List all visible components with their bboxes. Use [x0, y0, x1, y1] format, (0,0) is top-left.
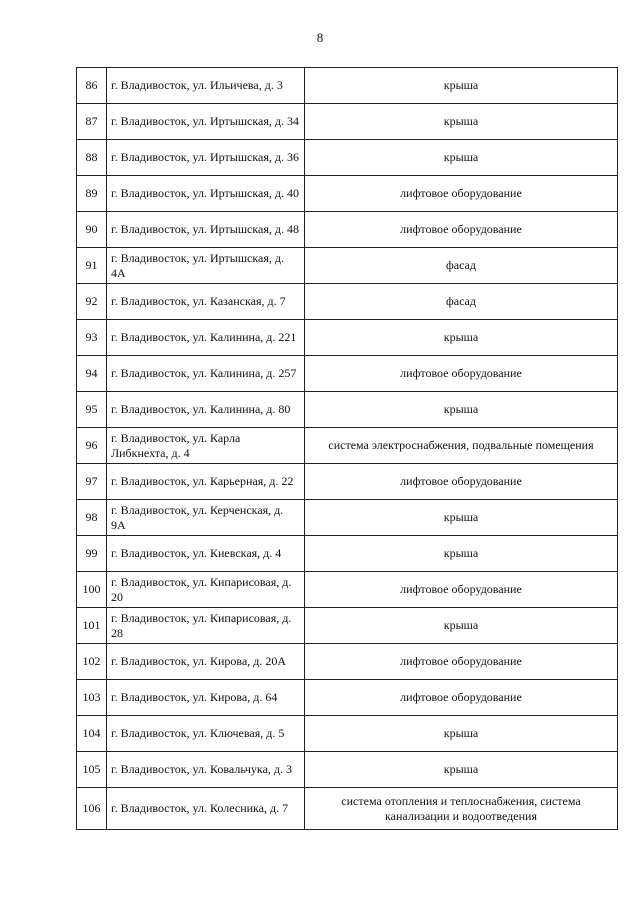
row-work: крыша — [305, 104, 618, 140]
row-number: 98 — [77, 500, 107, 536]
table-row — [77, 608, 618, 644]
table-row — [77, 176, 618, 212]
row-work: система электроснабжения, подвальные помещения — [305, 428, 618, 464]
row-number: 104 — [77, 716, 107, 752]
table-row — [77, 464, 618, 500]
row-number: 99 — [77, 536, 107, 572]
row-work: фасад — [305, 284, 618, 320]
row-number: 89 — [77, 176, 107, 212]
row-number: 93 — [77, 320, 107, 356]
table-row — [77, 572, 618, 608]
row-work: крыша — [305, 68, 618, 104]
table-row — [77, 752, 618, 788]
row-address: г. Владивосток, ул. Кипарисовая, д. 20 — [107, 572, 305, 608]
row-work: лифтовое оборудование — [305, 464, 618, 500]
row-address: г. Владивосток, ул. Колесника, д. 7 — [107, 788, 305, 830]
row-work: лифтовое оборудование — [305, 644, 618, 680]
row-work: фасад — [305, 248, 618, 284]
row-number: 106 — [77, 788, 107, 830]
table-body — [77, 68, 618, 830]
table-row — [77, 284, 618, 320]
row-address: г. Владивосток, ул. Керченская, д. 9А — [107, 500, 305, 536]
table-row — [77, 428, 618, 464]
row-number: 90 — [77, 212, 107, 248]
page-number: 8 — [316, 30, 324, 45]
row-work: крыша — [305, 392, 618, 428]
row-work: крыша — [305, 500, 618, 536]
row-number: 87 — [77, 104, 107, 140]
row-address: г. Владивосток, ул. Карла Либкнехта, д. 4 — [107, 428, 305, 464]
row-number: 86 — [77, 68, 107, 104]
row-address: г. Владивосток, ул. Калинина, д. 257 — [107, 356, 305, 392]
row-address: г. Владивосток, ул. Ключевая, д. 5 — [107, 716, 305, 752]
row-number: 96 — [77, 428, 107, 464]
table-row — [77, 68, 618, 104]
row-number: 91 — [77, 248, 107, 284]
row-address: г. Владивосток, ул. Иртышская, д. 36 — [107, 140, 305, 176]
row-address: г. Владивосток, ул. Иртышская, д. 48 — [107, 212, 305, 248]
row-address: г. Владивосток, ул. Ковальчука, д. 3 — [107, 752, 305, 788]
row-work: лифтовое оборудование — [305, 572, 618, 608]
table-row — [77, 212, 618, 248]
row-number: 97 — [77, 464, 107, 500]
row-address: г. Владивосток, ул. Казанская, д. 7 — [107, 284, 305, 320]
row-work: крыша — [305, 608, 618, 644]
row-work: лифтовое оборудование — [305, 212, 618, 248]
table-row — [77, 644, 618, 680]
row-address: г. Владивосток, ул. Иртышская, д. 34 — [107, 104, 305, 140]
row-work: крыша — [305, 320, 618, 356]
row-number: 101 — [77, 608, 107, 644]
row-address: г. Владивосток, ул. Калинина, д. 80 — [107, 392, 305, 428]
row-work: лифтовое оборудование — [305, 680, 618, 716]
table-row — [77, 320, 618, 356]
row-address: г. Владивосток, ул. Иртышская, д. 4А — [107, 248, 305, 284]
table-row — [77, 248, 618, 284]
table-row — [77, 140, 618, 176]
row-number: 103 — [77, 680, 107, 716]
row-address: г. Владивосток, ул. Карьерная, д. 22 — [107, 464, 305, 500]
row-work: крыша — [305, 140, 618, 176]
row-address: г. Владивосток, ул. Киевская, д. 4 — [107, 536, 305, 572]
row-address: г. Владивосток, ул. Кирова, д. 20А — [107, 644, 305, 680]
row-number: 102 — [77, 644, 107, 680]
row-address: г. Владивосток, ул. Иртышская, д. 40 — [107, 176, 305, 212]
row-address: г. Владивосток, ул. Ильичева, д. 3 — [107, 68, 305, 104]
row-work: лифтовое оборудование — [305, 176, 618, 212]
table-row — [77, 788, 618, 830]
row-work: система отопления и теплоснабжения, система канализации и водоотведения — [305, 788, 618, 830]
table-row — [77, 500, 618, 536]
addresses-table — [76, 67, 618, 830]
row-number: 88 — [77, 140, 107, 176]
table-row — [77, 392, 618, 428]
row-address: г. Владивосток, ул. Кипарисовая, д. 28 — [107, 608, 305, 644]
row-number: 100 — [77, 572, 107, 608]
row-number: 95 — [77, 392, 107, 428]
table-row — [77, 716, 618, 752]
table-row — [77, 356, 618, 392]
row-number: 92 — [77, 284, 107, 320]
row-work: крыша — [305, 536, 618, 572]
table-row — [77, 536, 618, 572]
row-address: г. Владивосток, ул. Кирова, д. 64 — [107, 680, 305, 716]
row-work: крыша — [305, 752, 618, 788]
row-number: 105 — [77, 752, 107, 788]
row-work: лифтовое оборудование — [305, 356, 618, 392]
row-number: 94 — [77, 356, 107, 392]
table-row — [77, 680, 618, 716]
table-row — [77, 104, 618, 140]
row-address: г. Владивосток, ул. Калинина, д. 221 — [107, 320, 305, 356]
row-work: крыша — [305, 716, 618, 752]
